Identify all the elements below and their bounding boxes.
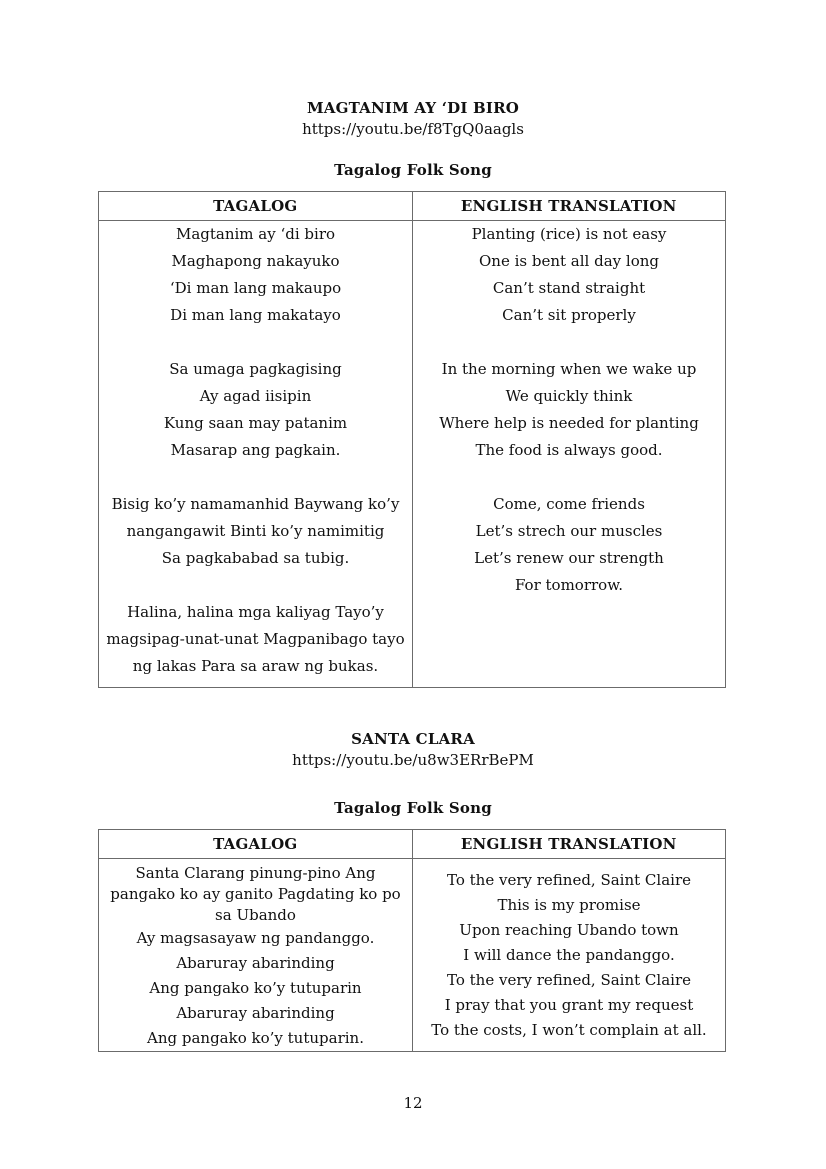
lyrics-table-magtanim bbox=[98, 191, 726, 688]
table-header-english: ENGLISH TRANSLATION bbox=[412, 192, 726, 220]
lyric-line: We quickly think bbox=[505, 387, 633, 405]
table-header-tagalog: TAGALOG bbox=[213, 835, 298, 853]
lyric-line: magsipag-unat-unat Magpanibago tayo bbox=[106, 630, 405, 648]
lyric-line: Abaruray abarinding bbox=[176, 1004, 335, 1022]
tagalog-lyrics-cell bbox=[99, 221, 412, 687]
lyric-line: sa Ubando bbox=[215, 906, 296, 924]
folk-song-subtitle-2: Tagalog Folk Song bbox=[334, 799, 492, 817]
lyric-line bbox=[99, 464, 412, 491]
youtube-link-santa-clara[interactable]: https://youtu.be/u8w3ERrBePM bbox=[292, 751, 534, 769]
lyric-line: Ay agad iisipin bbox=[199, 387, 312, 405]
song-title-santa-clara: SANTA CLARA bbox=[351, 730, 475, 748]
lyric-line: One is bent all day long bbox=[479, 252, 659, 270]
lyric-line: In the morning when we wake up bbox=[441, 360, 697, 378]
lyric-line: To the very refined, Saint Claire bbox=[447, 871, 691, 889]
english-lyrics-cell bbox=[412, 859, 725, 1051]
lyric-line: Maghapong nakayuko bbox=[171, 252, 340, 270]
lyric-line: Can’t sit properly bbox=[502, 306, 636, 324]
lyric-line bbox=[99, 572, 412, 599]
lyric-line: Sa pagkababad sa tubig. bbox=[161, 549, 350, 567]
lyric-line: Sa umaga pagkagising bbox=[169, 360, 342, 378]
tagalog-lyrics-cell bbox=[99, 859, 412, 1051]
lyric-line: Ang pangako ko’y tutuparin bbox=[149, 979, 362, 997]
table-header-row bbox=[99, 830, 725, 859]
lyric-line: ‘Di man lang makaupo bbox=[169, 279, 342, 297]
lyric-line: Let’s renew our strength bbox=[474, 549, 664, 567]
lyric-line bbox=[413, 329, 725, 356]
table-body bbox=[99, 221, 725, 687]
lyric-line: Di man lang makatayo bbox=[170, 306, 341, 324]
lyric-line: I will dance the pandanggo. bbox=[463, 946, 675, 964]
lyric-line: Ay magsasayaw ng pandanggo. bbox=[136, 929, 375, 947]
page-number: 12 bbox=[403, 1094, 423, 1112]
table-body bbox=[99, 859, 725, 1051]
lyric-line: Bisig ko’y namamanhid Baywang ko’y bbox=[111, 495, 400, 513]
lyric-line bbox=[413, 464, 725, 491]
lyric-line: Masarap ang pagkain. bbox=[170, 441, 341, 459]
english-lyrics-cell bbox=[412, 221, 725, 687]
lyric-line: To the costs, I won’t complain at all. bbox=[431, 1021, 707, 1039]
lyric-line: nangangawit Binti ko’y namimitig bbox=[126, 522, 385, 540]
lyric-line: The food is always good. bbox=[475, 441, 663, 459]
lyric-line: pangako ko ay ganito Pagdating ko po bbox=[110, 885, 401, 903]
lyric-line: Magtanim ay ‘di biro bbox=[175, 225, 336, 243]
lyric-line: Halina, halina mga kaliyag Tayo’y bbox=[127, 603, 384, 621]
table-header-tagalog: TAGALOG bbox=[213, 197, 298, 215]
youtube-link-magtanim[interactable]: https://youtu.be/f8TgQ0aagls bbox=[302, 120, 524, 138]
lyric-line: Planting (rice) is not easy bbox=[471, 225, 667, 243]
lyric-line: Kung saan may patanim bbox=[163, 414, 348, 432]
lyric-line: Santa Clarang pinung-pino Ang bbox=[135, 864, 376, 882]
lyric-line: Can’t stand straight bbox=[492, 279, 646, 297]
lyrics-table-santa-clara bbox=[98, 829, 726, 1052]
table-header-english: ENGLISH TRANSLATION bbox=[412, 830, 726, 858]
lyric-line: Abaruray abarinding bbox=[176, 954, 335, 972]
lyric-line: ng lakas Para sa araw ng bukas. bbox=[132, 657, 379, 675]
folk-song-subtitle-1: Tagalog Folk Song bbox=[334, 161, 492, 179]
lyric-line: Ang pangako ko’y tutuparin. bbox=[147, 1029, 364, 1047]
lyric-line: This is my promise bbox=[497, 896, 641, 914]
lyric-line: To the very refined, Saint Claire bbox=[447, 971, 691, 989]
lyric-line: Come, come friends bbox=[493, 495, 645, 513]
lyric-line: For tomorrow. bbox=[514, 576, 624, 594]
table-header-row bbox=[99, 192, 725, 221]
lyric-line: Where help is needed for planting bbox=[439, 414, 699, 432]
lyric-line bbox=[99, 329, 412, 356]
lyric-line: Upon reaching Ubando town bbox=[459, 921, 679, 939]
lyric-line: Let’s strech our muscles bbox=[475, 522, 663, 540]
lyric-line: I pray that you grant my request bbox=[444, 996, 694, 1014]
song-title-magtanim: MAGTANIM AY ‘DI BIRO bbox=[306, 99, 520, 117]
